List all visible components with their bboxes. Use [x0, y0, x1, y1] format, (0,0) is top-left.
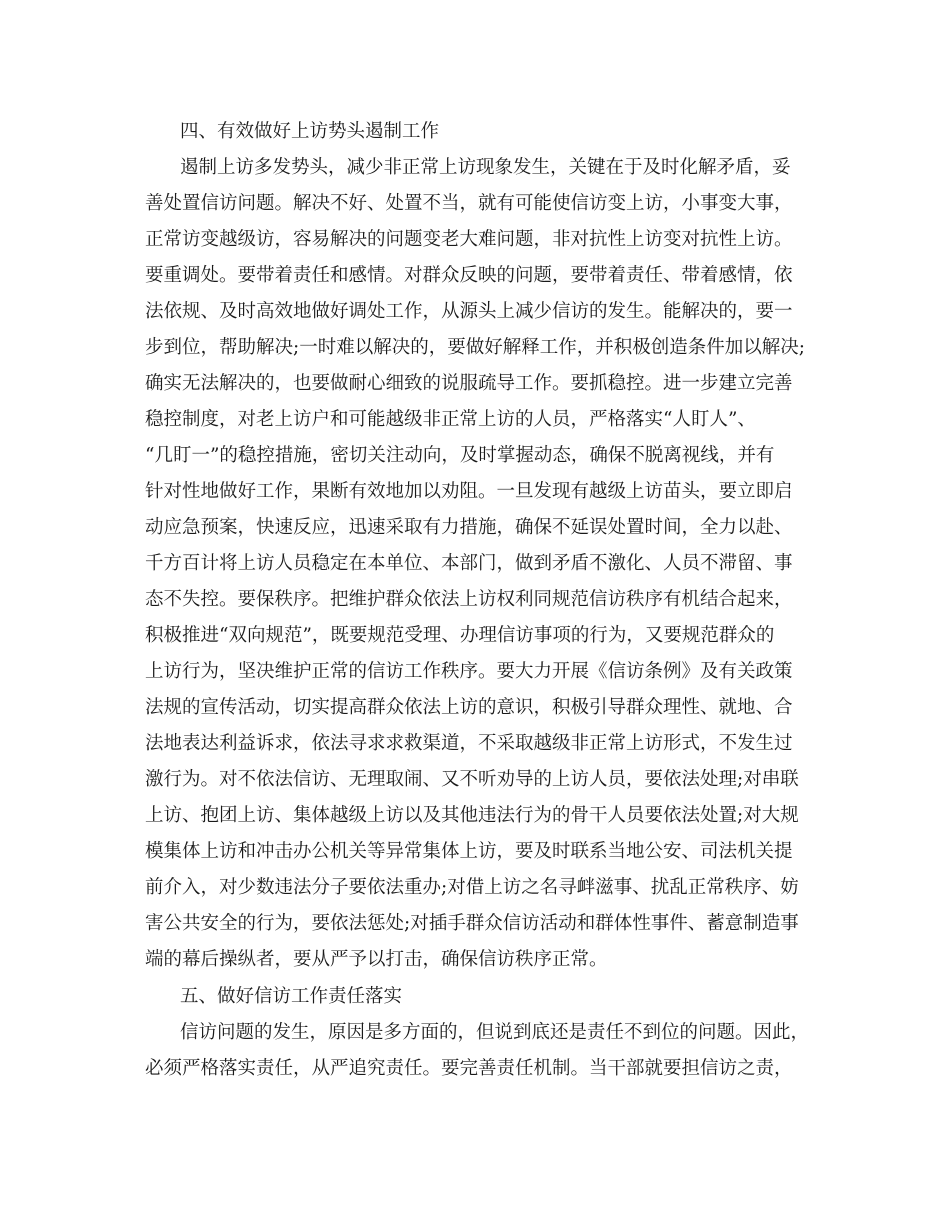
paragraph-line: 态不失控。要保秩序。把维护群众依法上访权利同规范信访秩序有机结合起来，: [145, 589, 793, 610]
paragraph-line: 遏制上访多发势头，减少非正常上访现象发生，关键在于及时化解矛盾，妥: [180, 157, 791, 178]
paragraph-line: 害公共安全的行为，要依法惩处;对插手群众信访活动和群体性事件、蓄意制造事: [145, 913, 799, 934]
paragraph-line: 针对性地做好工作，果断有效地加以劝阻。一旦发现有越级上访苗头，要立即启: [145, 481, 793, 502]
paragraph-line: 稳控制度，对老上访户和可能越级非正常上访的人员，严格落实“人盯人”、: [145, 409, 756, 430]
paragraph-line: 确实无法解决的，也要做耐心细致的说服疏导工作。要抓稳控。进一步建立完善: [145, 373, 793, 394]
paragraph-line: 前介入，对少数违法分子要依法重办;对借上访之名寻衅滋事、扰乱正常秩序、妨: [145, 877, 799, 898]
paragraph-line: 上访行为，坚决维护正常的信访工作秩序。要大力开展《信访条例》及有关政策: [145, 661, 793, 682]
paragraph-line: 动应急预案，快速反应，迅速采取有力措施，确保不延误处置时间，全力以赴、: [145, 517, 793, 538]
paragraph-line: 善处置信访问题。解决不好、处置不当，就有可能使信访变上访，小事变大事，: [145, 193, 793, 214]
paragraph-line: 模集体上访和冲击办公机关等异常集体上访，要及时联系当地公安、司法机关提: [145, 841, 793, 862]
paragraph-line: 上访、抱团上访、集体越级上访以及其他违法行为的骨干人员要依法处置;对大规: [145, 805, 799, 826]
paragraph-line: 端的幕后操纵者，要从严予以打击，确保信访秩序正常。: [145, 949, 608, 970]
paragraph-line: 法地表达利益诉求，依法寻求求救渠道，不采取越级非正常上访形式，不发生过: [145, 733, 793, 754]
paragraph-line: 千方百计将上访人员稳定在本单位、本部门，做到矛盾不激化、人员不滞留、事: [145, 553, 793, 574]
paragraph-line: 激行为。对不依法信访、无理取闹、又不听劝导的上访人员，要依法处理;对串联: [145, 769, 799, 790]
section-heading: 五、做好信访工作责任落实: [180, 986, 403, 1007]
paragraph-line: 正常访变越级访，容易解决的问题变老大难问题，非对抗性上访变对抗性上访。: [145, 229, 793, 250]
paragraph-line: 步到位，帮助解决;一时难以解决的，要做好解释工作，并积极创造条件加以解决;: [145, 337, 805, 358]
section-heading: 四、有效做好上访势头遏制工作: [180, 121, 440, 142]
paragraph-line: “几盯一”的稳控措施，密切关注动向，及时掌握动态，确保不脱离视线，并有: [145, 445, 775, 466]
paragraph-line: 法依规、及时高效地做好调处工作，从源头上减少信访的发生。能解决的，要一: [145, 301, 793, 322]
paragraph-line: 信访问题的发生，原因是多方面的，但说到底还是责任不到位的问题。因此，: [180, 1022, 810, 1043]
paragraph-line: 必须严格落实责任，从严追究责任。要完善责任机制。当干部就要担信访之责，: [145, 1058, 793, 1079]
paragraph-line: 要重调处。要带着责任和感情。对群众反映的问题，要带着责任、带着感情，依: [145, 265, 793, 286]
paragraph-line: 积极推进“双向规范”，既要规范受理、办理信访事项的行为，又要规范群众的: [145, 625, 775, 646]
paragraph-line: 法规的宣传活动，切实提高群众依法上访的意识，积极引导群众理性、就地、合: [145, 697, 793, 718]
